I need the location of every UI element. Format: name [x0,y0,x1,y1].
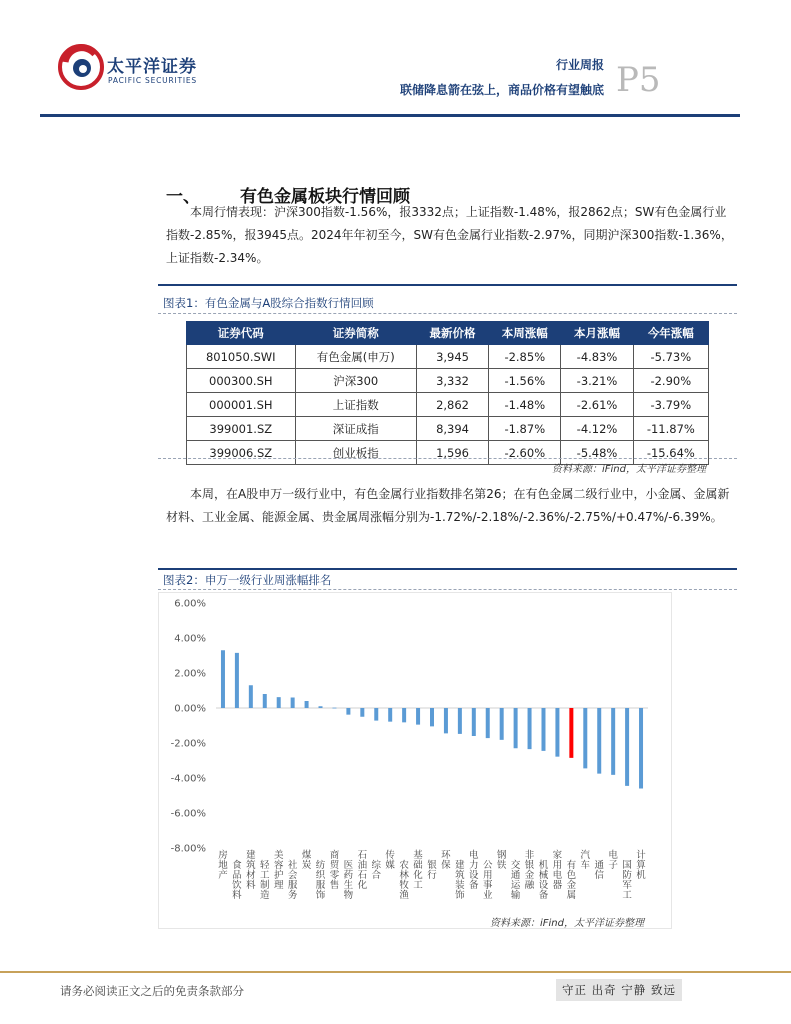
x-tick-label: 公用事业 [482,860,493,901]
cell-year: -5.73% [633,345,708,369]
cell-week: -2.85% [489,345,561,369]
col-header: 本周涨幅 [489,322,561,345]
x-tick-label: 汽车 [580,850,591,871]
x-tick-label: 美容护理 [273,850,284,891]
x-tick-label: 有色金属 [566,860,577,901]
x-tick-label: 农林牧渔 [399,860,409,901]
cell-week: -2.60% [489,441,561,465]
col-header: 本月涨幅 [561,322,633,345]
cell-price: 8,394 [416,417,488,441]
x-tick-label: 轻工制造 [260,860,270,901]
y-tick-label: 0.00% [174,703,206,715]
figure2-source: 资料来源：iFind，太平洋证券整理 [490,918,644,929]
footer-divider [0,971,791,973]
y-tick-label: -8.00% [170,843,206,855]
x-tick-label: 国防军工 [622,860,632,901]
footer-slogan: 守正 出奇 宁静 致远 [556,979,682,1001]
x-tick-label: 电子 [608,850,618,871]
paragraph-industry-ranking: 本周，在A股申万一级行业中，有色金属行业指数排名第26；在有色金属二级行业中，小金属、金属新材料、工业金属、能源金属、贵金属周涨幅分别为-1.72%/-2.18%/-2.36%/-2.75%/+0.47%/-6.39%。 [166,487,730,524]
y-tick-label: -2.00% [170,738,206,750]
figure1-bottom-rule [158,458,737,459]
cell-price: 2,862 [416,393,488,417]
y-tick-label: 4.00% [174,633,206,645]
bar-交通运输 [514,708,518,748]
x-tick-label: 基础化工 [413,850,423,891]
cell-month: -4.83% [561,345,633,369]
bar-汽车 [583,708,587,768]
figure2-caption: 图表2：申万一级行业周涨幅排名 [163,573,332,587]
bar-纺织服饰 [319,706,323,708]
x-tick-label: 建筑装饰 [455,860,465,901]
cell-price: 3,332 [416,369,488,393]
paragraph-market-review: 本周行情表现：沪深300指数-1.56%，报3332点；上证指数-1.48%，报2862点；SW有色金属行业指数-2.85%，报3945点。2024年年初至今，SW有色金属行业指数-2.97%，同期沪深300指数-1.36%，上证指数-2.34%。 [166,205,733,265]
x-tick-label: 食品饮料 [232,860,242,901]
bar-轻工制造 [263,694,267,708]
cell-price: 3,945 [416,345,488,369]
industry-return-chart [158,592,672,929]
x-tick-label: 家用电器 [552,850,563,891]
cell-year: -11.87% [633,417,708,441]
cell-month: -4.12% [561,417,633,441]
x-tick-label: 机械设备 [538,860,549,901]
bar-建筑装饰 [458,708,462,734]
table-row [187,369,709,393]
bar-机械设备 [541,708,545,751]
x-tick-label: 社会服务 [287,860,298,901]
index-table [186,321,709,465]
cell-name: 上证指数 [295,393,416,417]
bar-通信 [597,708,601,774]
company-logo [55,40,215,96]
bar-公用事业 [486,708,490,738]
bar-家用电器 [555,708,559,757]
bar-美容护理 [277,697,281,708]
x-tick-label: 综合 [371,860,382,881]
cell-year: -2.90% [633,369,708,393]
col-header: 今年涨幅 [633,322,708,345]
col-header: 证券简称 [295,322,416,345]
report-type: 行业周报 [555,58,604,72]
cell-year: -3.79% [633,393,708,417]
company-name-en: PACIFIC SECURITIES [108,76,197,85]
figure2-top-rule [158,568,737,570]
col-header: 证券代码 [187,322,296,345]
col-header: 最新价格 [416,322,488,345]
y-tick-label: -6.00% [170,808,206,820]
bar-环保 [444,708,448,733]
x-tick-label: 房地产 [218,850,228,881]
x-tick-label: 非银金融 [524,850,535,891]
x-tick-label: 银行 [427,860,437,881]
x-tick-label: 煤炭 [301,850,312,871]
x-tick-label: 商贸零售 [329,850,340,891]
cell-week: -1.56% [489,369,561,393]
section-number: 一、 [166,187,200,207]
x-tick-label: 建筑材料 [246,850,256,891]
x-tick-label: 环保 [441,850,451,871]
table-header-row [187,322,709,345]
bar-煤炭 [305,701,309,708]
section-title: 有色金属板块行情回顾 [240,187,410,207]
figure1-caption-rule [158,313,737,314]
x-tick-label: 钢铁 [496,850,507,871]
company-name-cn: 太平洋证券 [107,57,197,77]
bar-基础化工 [416,708,420,725]
report-title: 联储降息箭在弦上，商品价格有望触底 [399,83,604,97]
page-number: P5 [616,60,661,100]
bar-传媒 [388,708,392,722]
cell-price: 1,596 [416,441,488,465]
figure1-top-rule [158,284,737,286]
cell-name: 沪深300 [295,369,416,393]
figure1-source: 资料来源：iFind，太平洋证券整理 [552,464,706,475]
bar-建筑材料 [249,685,253,708]
x-tick-label: 通信 [594,860,604,881]
cell-month: -2.61% [561,393,633,417]
bar-食品饮料 [235,653,239,708]
table-row [187,417,709,441]
cell-month: -5.48% [561,441,633,465]
cell-name: 有色金属(申万) [295,345,416,369]
footer-disclaimer: 请务必阅读正文之后的免责条款部分 [60,984,244,998]
bar-电子 [611,708,615,775]
cell-code: 801050.SWI [187,345,296,369]
bar-钢铁 [500,708,504,740]
cell-name: 深证成指 [295,417,416,441]
x-tick-label: 交通运输 [510,860,521,901]
cell-code: 000300.SH [187,369,296,393]
bar-电力设备 [472,708,476,736]
x-tick-label: 电力设备 [469,850,479,891]
cell-code: 399001.SZ [187,417,296,441]
logo-emblem-icon [55,40,107,92]
bar-石油石化 [360,708,364,717]
bar-计算机 [639,708,643,789]
x-tick-label: 医药生物 [343,860,354,901]
cell-week: -1.48% [489,393,561,417]
y-tick-label: 6.00% [174,598,206,610]
bar-银行 [430,708,434,726]
x-tick-label: 传媒 [385,850,395,871]
bar-社会服务 [291,698,295,709]
bar-房地产 [221,650,225,708]
bar-农林牧渔 [402,708,406,722]
bar-商贸零售 [332,708,336,709]
y-tick-label: -4.00% [170,773,206,785]
x-tick-label: 纺织服饰 [315,860,326,901]
cell-code: 399006.SZ [187,441,296,465]
bar-国防军工 [625,708,629,786]
header-divider [40,114,740,117]
cell-code: 000001.SH [187,393,296,417]
table-row [187,345,709,369]
bar-有色金属 [569,708,573,758]
cell-week: -1.87% [489,417,561,441]
cell-year: -15.64% [633,441,708,465]
cell-name: 创业板指 [295,441,416,465]
bar-医药生物 [346,708,350,715]
x-tick-label: 计算机 [636,850,646,881]
bar-非银金融 [528,708,532,749]
x-tick-label: 石油石化 [357,850,368,891]
table-row [187,393,709,417]
bar-综合 [374,708,378,721]
cell-month: -3.21% [561,369,633,393]
y-tick-label: 2.00% [174,668,206,680]
figure2-caption-rule [158,589,737,590]
figure1-caption: 图表1：有色金属与A股综合指数行情回顾 [163,296,374,310]
